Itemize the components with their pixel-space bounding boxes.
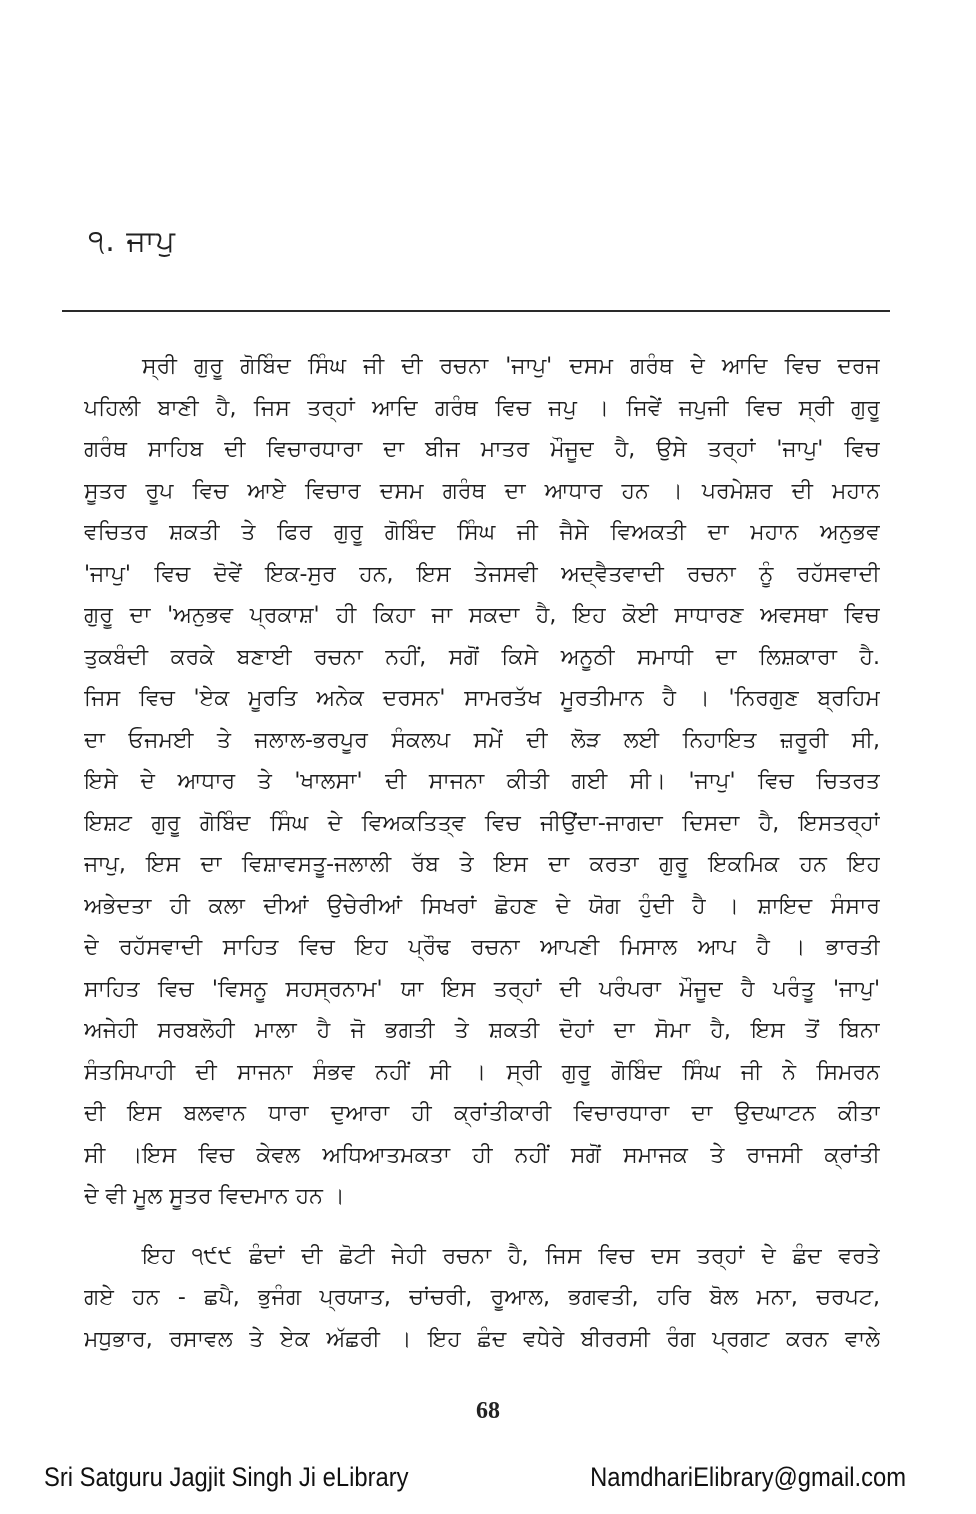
- text-line: ਸਾਹਿਤ ਵਿਚ 'ਵਿਸਨੂ ਸਹਸ੍ਰਨਾਮ' ਯਾ ਇਸ ਤਰ੍ਹਾਂ ਦੀ ਪਰੰਪਰਾ ਮੌਜੂਦ ਹੈ ਪਰੰਤੂ 'ਜਾਪੁ': [84, 976, 880, 1002]
- text-line: ਦਾ ਓਜਮਈ ਤੇ ਜਲਾਲ-ਭਰਪੂਰ ਸੰਕਲਪ ਸਮੇਂ ਦੀ ਲੋੜ ਲਈ ਨਿਹਾਇਤ ਜ਼ਰੂਰੀ ਸੀ,: [84, 727, 880, 753]
- text-line: ਅਭੇਦਤਾ ਹੀ ਕਲਾ ਦੀਆਂ ਉਚੇਰੀਆਂ ਸਿਖਰਾਂ ਛੋਹਣ ਦੇ ਯੋਗ ਹੁੰਦੀ ਹੈ । ਸ਼ਾਇਦ ਸੰਸਾਰ: [84, 893, 880, 919]
- text-line: 'ਜਾਪੁ' ਵਿਚ ਦੋਵੇਂ ਇਕ-ਸੁਰ ਹਨ, ਇਸ ਤੇਜਸਵੀ ਅਦ੍ਵੈਤਵਾਦੀ ਰਚਨਾ ਨੂੰ ਰਹੱਸਵਾਦੀ: [84, 561, 880, 587]
- text-line: ਇਸੇ ਦੇ ਆਧਾਰ ਤੇ 'ਖਾਲਸਾ' ਦੀ ਸਾਜਨਾ ਕੀਤੀ ਗਈ ਸੀ। 'ਜਾਪੁ' ਵਿਚ ਚਿਤਰਤ: [84, 769, 880, 794]
- text-line: ਦੀ ਇਸ ਬਲਵਾਨ ਧਾਰਾ ਦੁਆਰਾ ਹੀ ਕ੍ਰਾਂਤੀਕਾਰੀ ਵਿਚਾਰਧਾਰਾ ਦਾ ਉਦਘਾਟਨ ਕੀਤਾ: [84, 1101, 880, 1126]
- paragraph-gap: [84, 1218, 880, 1236]
- text-line: ਸੰਤਸਿਪਾਹੀ ਦੀ ਸਾਜਨਾ ਸੰਭਵ ਨਹੀਂ ਸੀ । ਸ੍ਰੀ ਗੁਰੂ ਗੋਬਿੰਦ ਸਿੰਘ ਜੀ ਨੇ ਸਿਮਰਨ: [84, 1059, 880, 1085]
- text-line: ਦੇ ਰਹੱਸਵਾਦੀ ਸਾਹਿਤ ਵਿਚ ਇਹ ਪ੍ਰੌਢ ਰਚਨਾ ਆਪਣੀ ਮਿਸਾਲ ਆਪ ਹੈ । ਭਾਰਤੀ: [84, 935, 880, 960]
- chapter-heading: ੧. ਜਾਪੁ: [88, 224, 176, 259]
- footer-email: NamdhariElibrary@gmail.com: [590, 1462, 906, 1492]
- heading-divider: [62, 310, 890, 312]
- text-line: ਮਧੁਭਾਰ, ਰਸਾਵਲ ਤੇ ਏਕ ਅੱਛਰੀ । ਇਹ ਛੰਦ ਵਧੇਰੇ ਬੀਰਰਸੀ ਰੰਗ ਪ੍ਰਗਟ ਕਰਨ ਵਾਲੇ: [84, 1326, 880, 1352]
- text-line: ਤੁਕਬੰਦੀ ਕਰਕੇ ਬਣਾਈ ਰਚਨਾ ਨਹੀਂ, ਸਗੋਂ ਕਿਸੇ ਅਨੂਠੀ ਸਮਾਧੀ ਦਾ ਲਿਸ਼ਕਾਰਾ ਹੈ.: [84, 644, 880, 670]
- text-line: ਜਾਪੁ, ਇਸ ਦਾ ਵਿਸ਼ਾਵਸਤੂ-ਜਲਾਲੀ ਰੱਬ ਤੇ ਇਸ ਦਾ ਕਰਤਾ ਗੁਰੂ ਇਕਮਿਕ ਹਨ ਇਹ: [84, 852, 880, 877]
- body-text: [84, 346, 880, 1360]
- text-line: ਇਹ ੧੯੯ ਛੰਦਾਂ ਦੀ ਛੋਟੀ ਜੇਹੀ ਰਚਨਾ ਹੈ, ਜਿਸ ਵਿਚ ਦਸ ਤਰ੍ਹਾਂ ਦੇ ਛੰਦ ਵਰਤੇ: [142, 1243, 880, 1269]
- page-number: 68: [476, 1398, 500, 1424]
- text-line: ਸ੍ਰੀ ਗੁਰੂ ਗੋਬਿੰਦ ਸਿੰਘ ਜੀ ਦੀ ਰਚਨਾ 'ਜਾਪੁ' ਦਸਮ ਗਰੰਥ ਦੇ ਆਦਿ ਵਿਚ ਦਰਜ: [142, 354, 880, 379]
- text-line: ਅਜੇਹੀ ਸਰਬਲੋਹੀ ਮਾਲਾ ਹੈ ਜੋ ਭਗਤੀ ਤੇ ਸ਼ਕਤੀ ਦੋਹਾਂ ਦਾ ਸੋਮਾ ਹੈ, ਇਸ ਤੋਂ ਬਿਨਾ: [84, 1018, 880, 1043]
- paragraph-1: [84, 346, 880, 1218]
- text-line: ਗੁਰੂ ਦਾ 'ਅਨੁਭਵ ਪ੍ਰਕਾਸ਼' ਹੀ ਕਿਹਾ ਜਾ ਸਕਦਾ ਹੈ, ਇਹ ਕੋਈ ਸਾਧਾਰਣ ਅਵਸਥਾ ਵਿਚ: [84, 603, 880, 628]
- text-line: ਜਿਸ ਵਿਚ 'ਏਕ ਮੂਰਤਿ ਅਨੇਕ ਦਰਸਨ' ਸਾਮਰਤੱਖ ਮੂਰਤੀਮਾਨ ਹੈ । 'ਨਿਰਗੁਣ ਬ੍ਰਹਿਮ: [84, 686, 880, 711]
- text-line: ਸੂਤਰ ਰੂਪ ਵਿਚ ਆਏ ਵਿਚਾਰ ਦਸਮ ਗਰੰਥ ਦਾ ਆਧਾਰ ਹਨ । ਪਰਮੇਸ਼ਰ ਦੀ ਮਹਾਨ: [84, 478, 880, 504]
- text-line: ਗਰੰਥ ਸਾਹਿਬ ਦੀ ਵਿਚਾਰਧਾਰਾ ਦਾ ਬੀਜ ਮਾਤਰ ਮੌਜੂਦ ਹੈ, ਉਸੇ ਤਰ੍ਹਾਂ 'ਜਾਪੁ' ਵਿਚ: [84, 437, 880, 462]
- footer-library-name: Sri Satguru Jagjit Singh Ji eLibrary: [44, 1462, 409, 1492]
- text-line: ਗਏ ਹਨ - ਛਪੈ, ਭੁਜੰਗ ਪ੍ਰਯਾਤ, ਚਾਂਚਰੀ, ਰੂਆਲ, ਭਗਵਤੀ, ਹਰਿ ਬੋਲ ਮਨਾ, ਚਰਪਟ,: [84, 1285, 880, 1310]
- text-line: ਪਹਿਲੀ ਬਾਣੀ ਹੈ, ਜਿਸ ਤਰ੍ਹਾਂ ਆਦਿ ਗਰੰਥ ਵਿਚ ਜਪੁ । ਜਿਵੇਂ ਜਪੁਜੀ ਵਿਚ ਸ੍ਰੀ ਗੁਰੂ: [84, 395, 880, 421]
- paragraph-2: [84, 1236, 880, 1361]
- text-line: ਸੀ ।ਇਸ ਵਿਚ ਕੇਵਲ ਅਧਿਆਤਮਕਤਾ ਹੀ ਨਹੀਂ ਸਗੋਂ ਸਮਾਜਕ ਤੇ ਰਾਜਸੀ ਕ੍ਰਾਂਤੀ: [84, 1142, 880, 1168]
- text-line: ਦੇ ਵੀ ਮੂਲ ਸੂਤਰ ਵਿਦਮਾਨ ਹਨ ।: [84, 1184, 345, 1209]
- text-line: ਵਚਿਤਰ ਸ਼ਕਤੀ ਤੇ ਫਿਰ ਗੁਰੂ ਗੋਬਿੰਦ ਸਿੰਘ ਜੀ ਜੈਸੇ ਵਿਅਕਤੀ ਦਾ ਮਹਾਨ ਅਨੁਭਵ: [84, 520, 880, 545]
- text-line: ਇਸ਼ਟ ਗੁਰੂ ਗੋਬਿੰਦ ਸਿੰਘ ਦੇ ਵਿਅਕਤਿਤ੍ਵ ਵਿਚ ਜੀਉਂਦਾ-ਜਾਗਦਾ ਦਿਸਦਾ ਹੈ, ਇਸਤਰ੍ਹਾਂ: [84, 810, 880, 836]
